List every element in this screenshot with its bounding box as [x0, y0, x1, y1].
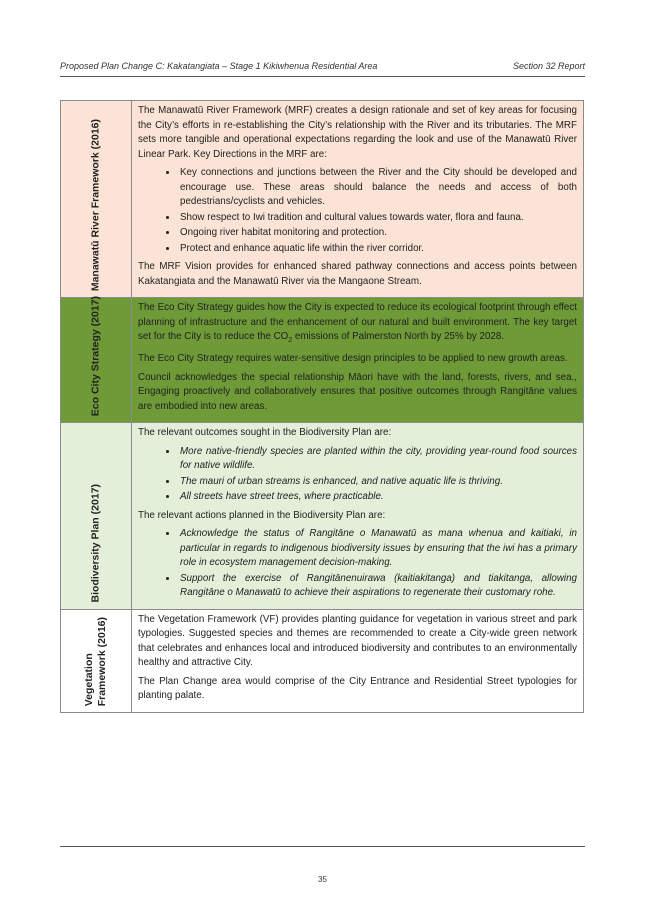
- bio-outcomes-intro: The relevant outcomes sought in the Biodiversity Plan are:: [138, 427, 392, 439]
- policy-table: [60, 100, 584, 713]
- veg-intro: The Vegetation Framework (VF) provides planting guidance for vegetation in various street and park typologies. Suggested species and themes are recommended to create a City-wide green network that celebrates and enhances local and introduced biodiversity and contributes to an environmentally healthy and attractive City.: [138, 613, 577, 669]
- table-row-veg: [61, 609, 584, 712]
- row-label-cell: [61, 298, 132, 423]
- list-item: • Support the exercise of Rangitānenuirawa (kaitiakitanga) and tiakitanga, allowing Rangitāne o Manawatū to achieve their aspirations to regenerate their customary rohe.: [178, 572, 577, 601]
- row-content-mrf: [132, 101, 584, 298]
- document-title: Proposed Plan Change C: Kakatangiata – Stage 1 Kikiwhenua Residential Area: [60, 61, 378, 71]
- header-divider: [60, 76, 585, 77]
- page-header: [60, 61, 585, 71]
- row-label-mrf: Manawatū River Framework (2016): [89, 118, 102, 291]
- row-content-veg: [132, 609, 584, 712]
- section-title: Section 32 Report: [512, 61, 585, 71]
- mrf-key-directions-list: [138, 166, 577, 256]
- table-row-bio: [61, 423, 584, 610]
- row-label-cell: [61, 423, 132, 610]
- eco-maori-relationship: Council acknowledges the special relationship Māori have with the land, forests, rivers, and sea., Engaging proactively and collaboratively ensures that positive outcomes through Rangitāne values are embodied into new areas.: [138, 371, 577, 412]
- list-item: • All streets have street trees, where practicable.: [178, 490, 577, 505]
- eco-intro: The Eco City Strategy guides how the City is expected to reduce its ecological footprint through effect planning of infrastructure and the enhancement of our natural and built environment. The key target set for the City is to reduce the $CO_2$ emissions of Palmerston North by 25% by 2028.: [138, 302, 577, 344]
- footer-divider: [60, 846, 585, 847]
- eco-water-sensitive: The Eco City Strategy requires water-sensitive design principles to be applied to new growth areas.: [138, 353, 568, 365]
- row-content-eco: [132, 298, 584, 423]
- list-item: • Acknowledge the status of Rangitāne o Manawatū as mana whenua and kaitiaki, in particular in regards to indigenous biodiversity issues by ensuring that the iwi has a primary role in ecosystem management decision-making.: [178, 527, 577, 571]
- mrf-intro: The Manawatū River Framework (MRF) creates a design rationale and set of key areas for focusing the City’s efforts in re-establishing the City’s relationship with the River and its tributaries. The MRF sets more tangible and operational expectations regarding the look and use of the Manawatū River Linear Park. Key Directions in the MRF are:: [138, 105, 577, 160]
- row-label-cell: [61, 101, 132, 298]
- list-item: • Key connections and junctions between the River and the City should be developed and encourage use. These areas should balance the needs and access of both pedestrians/cyclists and vehicles.: [178, 166, 577, 210]
- page-number: 35: [318, 875, 327, 884]
- veg-plan-change: The Plan Change area would comprise of the City Entrance and Residential Street typologies for planting palate.: [138, 675, 577, 702]
- row-label-cell: [61, 609, 132, 712]
- bio-actions-intro: The relevant actions planned in the Biodiversity Plan are:: [138, 509, 386, 521]
- list-item: • The mauri of urban streams is enhanced, and native aquatic life is thriving.: [178, 475, 577, 490]
- bio-outcomes-list: [138, 445, 577, 505]
- list-item: • Protect and enhance aquatic life within the river corridor.: [178, 242, 577, 257]
- list-item: • More native-friendly species are planted within the city, providing year-round food sources for native wildlife.: [178, 445, 577, 474]
- row-label-eco: Eco City Strategy (2017): [89, 296, 102, 417]
- row-label-veg: Vegetation Framework (2016): [83, 616, 108, 706]
- co2-subscript: 2: [288, 336, 293, 344]
- mrf-vision: The MRF Vision provides for enhanced shared pathway connections and access points between Kakatangiata and the Manawatū River via the Mangaone Stream.: [138, 261, 577, 287]
- list-item: • Ongoing river habitat monitoring and protection.: [178, 226, 577, 241]
- list-item: • Show respect to Iwi tradition and cultural values towards water, flora and fauna.: [178, 211, 577, 226]
- table-row-eco: [61, 298, 584, 423]
- row-content-bio: [132, 423, 584, 610]
- table-row-mrf: [61, 101, 584, 298]
- row-label-bio: Biodiversity Plan (2017): [89, 484, 102, 603]
- bio-actions-list: [138, 527, 577, 601]
